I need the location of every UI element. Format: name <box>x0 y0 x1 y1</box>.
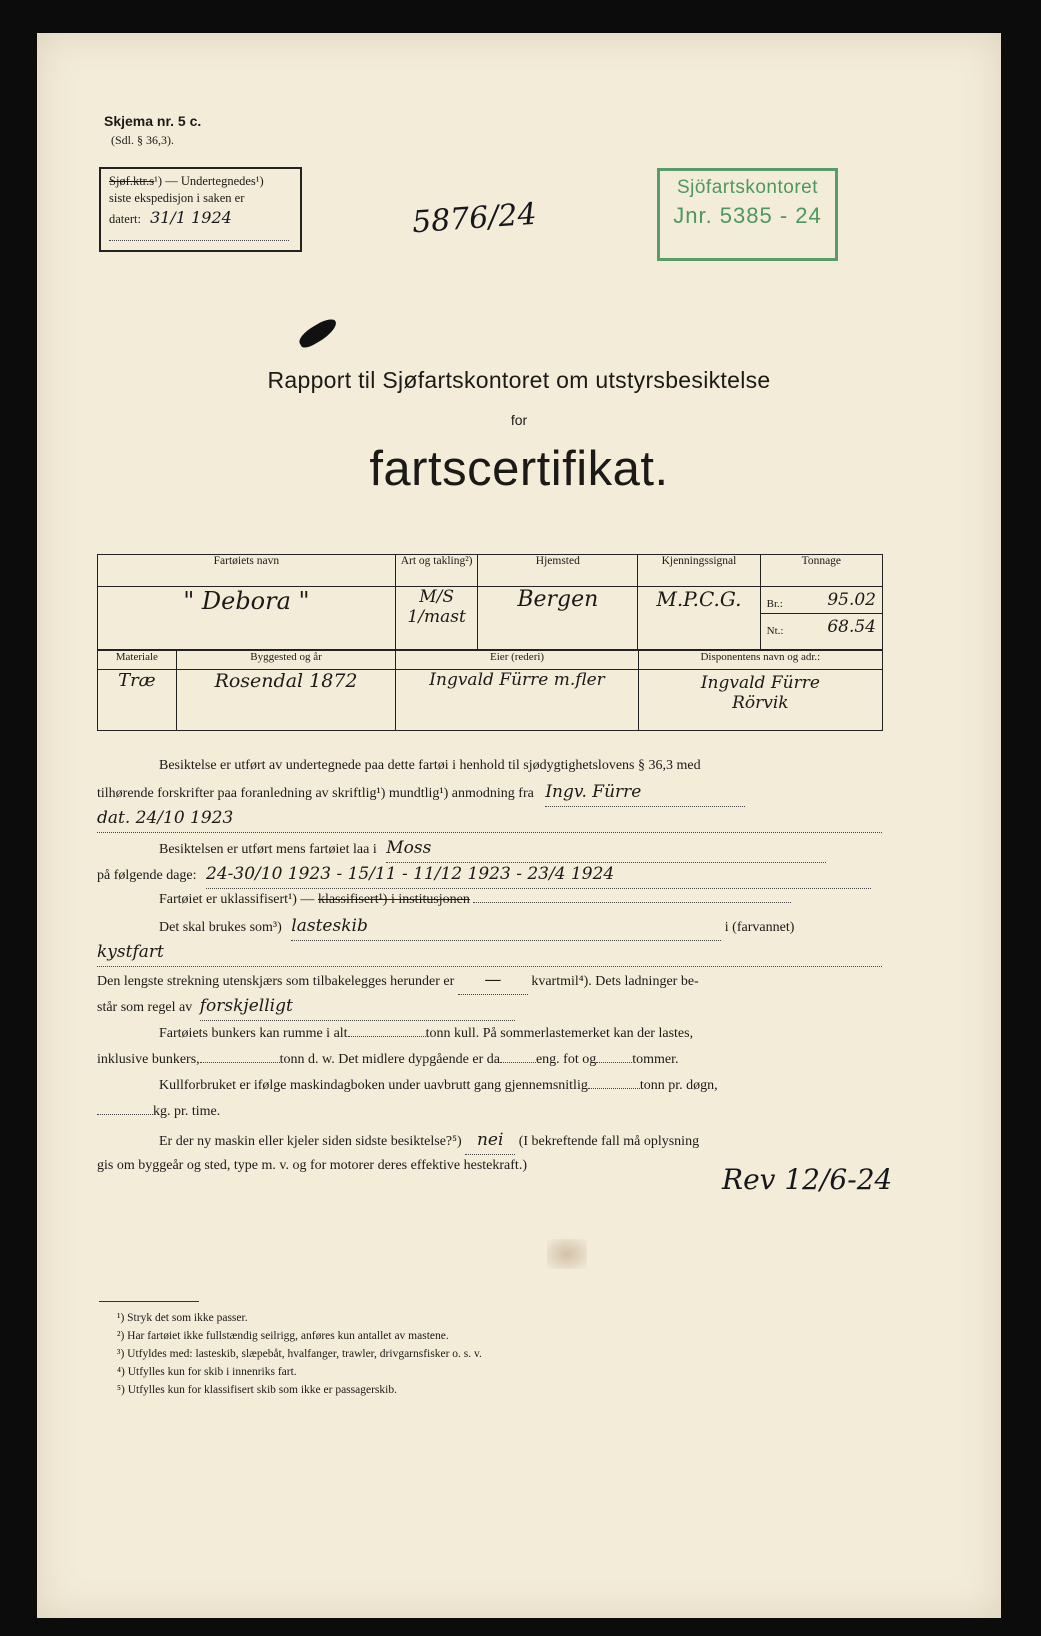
handwritten-reference: 5876/24 <box>410 196 538 241</box>
cargo-fill: forskjelligt <box>200 993 515 1021</box>
body-p9-a: Fartøiets bunkers kan rumme i alt <box>159 1026 348 1041</box>
document-page <box>37 33 1001 1618</box>
dw-fill <box>200 1062 280 1063</box>
inches-fill <box>596 1062 632 1063</box>
usage-fill: lasteskib <box>291 913 721 941</box>
val-material: Træ <box>98 670 177 731</box>
hdr-name: Fartøiets navn <box>98 555 396 587</box>
body-p12: kg. pr. time. <box>153 1104 221 1119</box>
new-engine-fill: nei <box>465 1127 515 1155</box>
footnotes <box>117 1309 482 1399</box>
footnote-1: ¹) Stryk det som ikke passer. <box>117 1312 248 1324</box>
val-disponent: Ingvald Fürre Rörvik <box>638 670 882 731</box>
coal-fill <box>588 1088 640 1089</box>
body-p1-line1: Besiktelse er utført av undertegnede paa dette fartøi i henhold til sjødygtighetslovens § 36,3 med <box>159 758 701 773</box>
class-dotline <box>473 902 791 903</box>
body-p11-b: tonn pr. døgn, <box>639 1078 718 1093</box>
body-p5: Det skal brukes som³) <box>159 920 282 935</box>
hdr-home: Hjemsted <box>478 555 638 587</box>
val-built: Rosendal 1872 <box>176 670 396 731</box>
val-owner: Ingvald Fürre m.fler <box>396 670 638 731</box>
body-p10-d: tommer. <box>632 1052 679 1067</box>
hdr-built: Byggested og år <box>176 651 396 670</box>
val-tonnage <box>760 587 882 650</box>
body-p10-c: eng. fot og <box>535 1052 597 1067</box>
footnote-3: ³) Utfyldes med: lasteskib, slæpebåt, hvalfanger, trawler, drivgarnsfisker o. s. v. <box>117 1348 482 1360</box>
body-p7: Den lengste strekning utenskjærs som tilbakelegges herunder er <box>97 974 455 989</box>
nt-value: 68.54 <box>827 617 876 637</box>
nt-label: Nt.: <box>766 625 784 637</box>
hdr-tonnage: Tonnage <box>760 555 882 587</box>
strike-classified: klassifisert¹) i institusjonen <box>317 892 470 907</box>
waters-fill: kystfart <box>97 939 882 967</box>
exp-date-value: 31/1 1924 <box>150 208 232 227</box>
hdr-owner: Eier (rederi) <box>396 651 638 670</box>
schema-reference: (Sdl. § 36,3). <box>111 133 174 147</box>
hdr-disponent: Disponentens navn og adr.: <box>638 651 882 670</box>
body-p10-b: tonn d. w. Det midlere dypgående er da <box>279 1052 500 1067</box>
footnote-2: ²) Har fartøiet ikke fullstændig seilrigg, anføres kun antallet av mastene. <box>117 1330 449 1342</box>
ink-blot-icon <box>296 316 340 351</box>
kg-fill <box>97 1114 153 1115</box>
body-p8: står som regel av <box>97 1000 193 1015</box>
val-home: Bergen <box>478 587 638 650</box>
body-p2: Besiktelsen er utført mens fartøiet laa i <box>159 842 377 857</box>
strike-sjofkt: Sjøf.ktr.s <box>109 174 155 188</box>
br-label: Br.: <box>766 598 783 610</box>
schema-number: Skjema nr. 5 c. <box>104 113 202 129</box>
sjofartskontoret-stamp <box>657 168 838 261</box>
val-name: " Debora " <box>98 587 396 650</box>
dates-fill: 24-30/10 1923 - 15/11 - 11/12 1923 - 23/4 1924 <box>206 861 871 889</box>
exp-line2: siste ekspedisjon i saken er <box>109 191 245 205</box>
br-value: 95.02 <box>827 590 876 610</box>
feet-fill <box>500 1062 536 1063</box>
body-p10-a: inklusive bunkers, <box>97 1052 200 1067</box>
exp-dotline <box>109 240 289 241</box>
expedition-box <box>99 167 302 252</box>
distance-fill: — <box>458 967 528 995</box>
location-fill: Moss <box>386 835 826 863</box>
body-p14: gis om byggeår og sted, type m. v. og for motorer deres effektive hestekraft.) <box>97 1158 527 1173</box>
footnote-rule <box>99 1301 199 1302</box>
vessel-table-lower <box>97 650 883 731</box>
body-p4: Fartøiet er uklassifisert¹) — <box>159 892 315 907</box>
report-title: Rapport til Sjøfartskontoret om utstyrsbesiktelse <box>267 367 771 393</box>
val-type: M/S 1/mast <box>395 587 478 650</box>
exp-line1: ¹) — Undertegnedes¹) <box>154 174 264 188</box>
revision-note: Rev 12/6-24 <box>722 1163 893 1196</box>
hdr-material: Materiale <box>98 651 177 670</box>
body-p3: på følgende dage: <box>97 868 197 883</box>
body-p11-a: Kullforbruket er ifølge maskindagboken under uavbrutt gang gjennemsnitlig <box>159 1078 588 1093</box>
body-p5-post: i (farvannet) <box>724 920 795 935</box>
body-p9-b: tonn kull. På sommerlastemerket kan der lastes, <box>425 1026 694 1041</box>
footnote-4: ⁴) Utfylles kun for skib i innenriks fart. <box>117 1366 297 1378</box>
report-title-for: for <box>510 412 528 428</box>
exp-date-label: datert: <box>109 212 141 226</box>
smudge-icon <box>547 1239 587 1269</box>
stamp-office: Sjöfartskontoret <box>676 177 819 198</box>
stamp-journal-number: Jnr. 5385 - 24 <box>673 203 822 228</box>
vessel-table <box>97 554 883 650</box>
bunkers-fill <box>348 1036 426 1037</box>
footnote-5: ⁵) Utfylles kun for klassifisert skib som ikke er passagerskib. <box>117 1384 397 1396</box>
body-p13: Er der ny maskin eller kjeler siden sidste besiktelse?⁵) <box>159 1134 462 1149</box>
body-p13-post: (I bekreftende fall må oplysning <box>518 1134 700 1149</box>
val-signal: M.P.C.G. <box>638 587 760 650</box>
report-title-main: fartscertifikat. <box>369 442 669 496</box>
request-date-fill: dat. 24/10 1923 <box>97 805 882 833</box>
body-p7-post: kvartmil⁴). Dets ladninger be- <box>531 974 699 989</box>
hdr-signal: Kjenningssignal <box>638 555 760 587</box>
requester-fill: Ingv. Fürre <box>545 779 745 807</box>
body-p1-line2: tilhørende forskrifter paa foranledning av skriftlig¹) mundtlig¹) anmodning fra <box>97 786 534 801</box>
hdr-type: Art og takling²) <box>395 555 478 587</box>
